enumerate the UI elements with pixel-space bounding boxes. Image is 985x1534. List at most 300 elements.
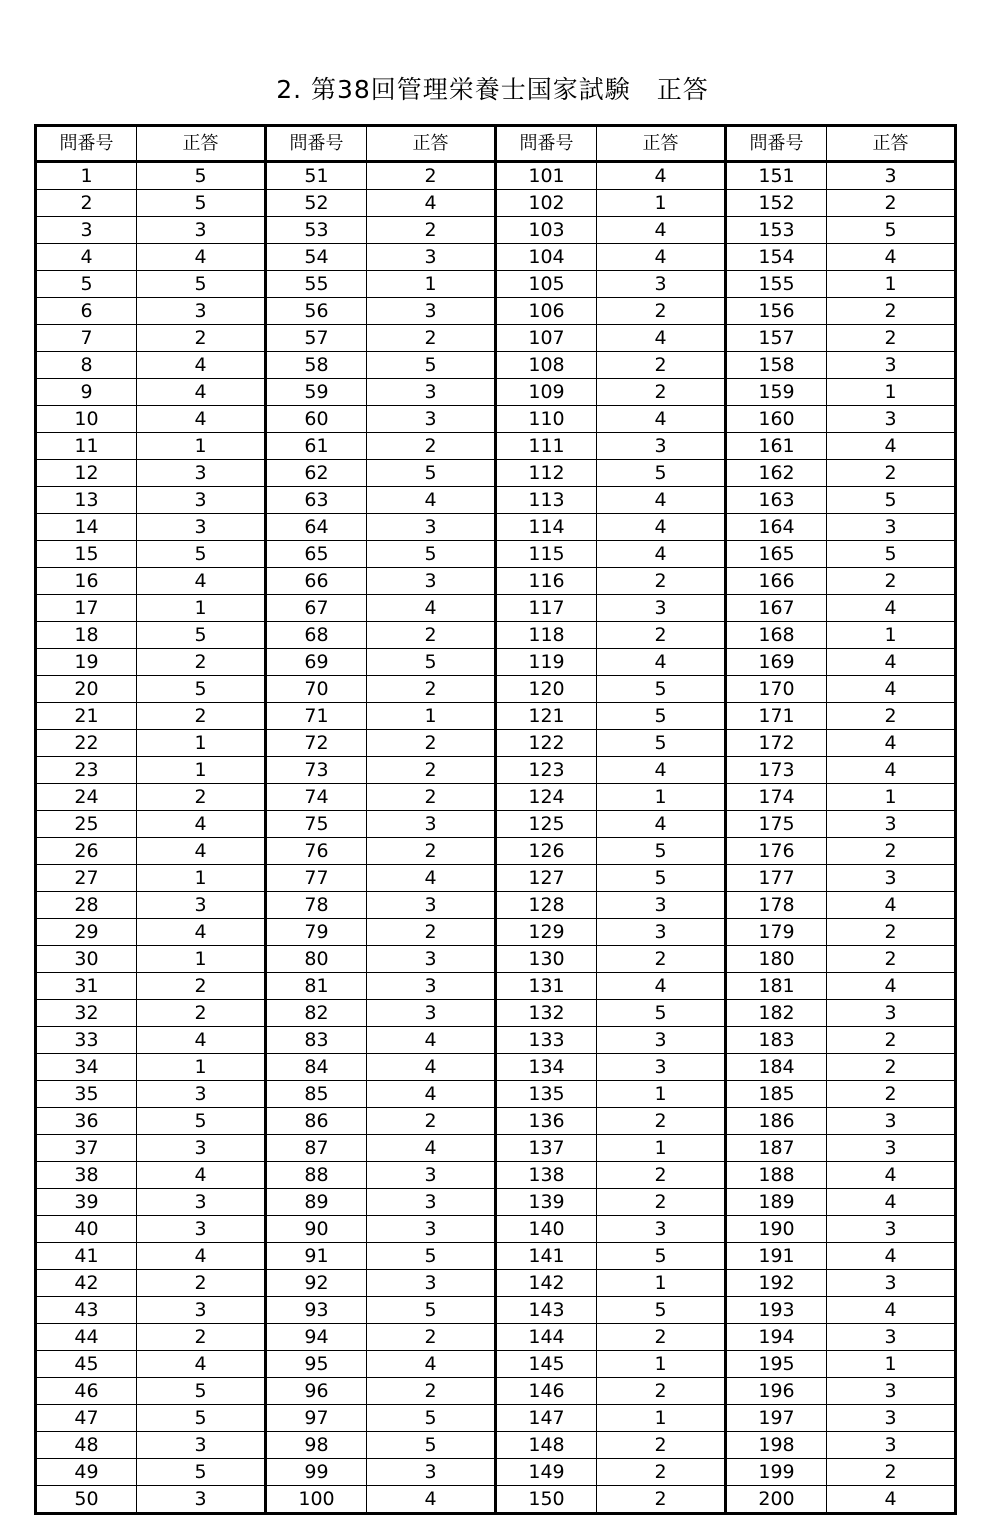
question-number-cell: 182 bbox=[726, 1000, 827, 1027]
question-number-cell: 28 bbox=[36, 892, 137, 919]
answer-cell: 5 bbox=[137, 1459, 266, 1486]
answer-cell: 1 bbox=[597, 1351, 726, 1378]
answer-cell: 5 bbox=[597, 730, 726, 757]
answer-cell: 4 bbox=[597, 244, 726, 271]
answer-cell: 3 bbox=[827, 811, 956, 838]
table-row bbox=[36, 730, 956, 757]
question-number-cell: 34 bbox=[36, 1054, 137, 1081]
question-number-cell: 27 bbox=[36, 865, 137, 892]
answer-cell: 3 bbox=[137, 487, 266, 514]
answer-table-body bbox=[36, 162, 956, 1514]
column-header-question-number: 問番号 bbox=[496, 126, 597, 162]
question-number-cell: 9 bbox=[36, 379, 137, 406]
answer-cell: 3 bbox=[827, 1135, 956, 1162]
question-number-cell: 1 bbox=[36, 162, 137, 190]
answer-cell: 5 bbox=[137, 271, 266, 298]
answer-cell: 3 bbox=[827, 1378, 956, 1405]
column-header-answer: 正答 bbox=[827, 126, 956, 162]
question-number-cell: 65 bbox=[266, 541, 367, 568]
question-number-cell: 137 bbox=[496, 1135, 597, 1162]
question-number-cell: 171 bbox=[726, 703, 827, 730]
answer-cell: 3 bbox=[827, 514, 956, 541]
question-number-cell: 162 bbox=[726, 460, 827, 487]
answer-cell: 3 bbox=[827, 1108, 956, 1135]
answer-cell: 4 bbox=[827, 973, 956, 1000]
answer-cell: 4 bbox=[827, 757, 956, 784]
question-number-cell: 22 bbox=[36, 730, 137, 757]
answer-cell: 3 bbox=[137, 1189, 266, 1216]
answer-cell: 3 bbox=[597, 433, 726, 460]
answer-cell: 5 bbox=[367, 1297, 496, 1324]
table-row bbox=[36, 1405, 956, 1432]
answer-cell: 4 bbox=[137, 811, 266, 838]
answer-cell: 2 bbox=[367, 325, 496, 352]
answer-cell: 3 bbox=[827, 162, 956, 190]
answer-cell: 1 bbox=[137, 595, 266, 622]
question-number-cell: 13 bbox=[36, 487, 137, 514]
table-row bbox=[36, 1216, 956, 1243]
answer-cell: 5 bbox=[367, 352, 496, 379]
answer-cell: 4 bbox=[137, 1351, 266, 1378]
question-number-cell: 153 bbox=[726, 217, 827, 244]
answer-cell: 4 bbox=[367, 487, 496, 514]
answer-cell: 5 bbox=[597, 1243, 726, 1270]
answer-cell: 3 bbox=[827, 406, 956, 433]
question-number-cell: 107 bbox=[496, 325, 597, 352]
question-number-cell: 188 bbox=[726, 1162, 827, 1189]
table-row bbox=[36, 1351, 956, 1378]
question-number-cell: 152 bbox=[726, 190, 827, 217]
answer-cell: 2 bbox=[827, 919, 956, 946]
question-number-cell: 165 bbox=[726, 541, 827, 568]
question-number-cell: 110 bbox=[496, 406, 597, 433]
question-number-cell: 72 bbox=[266, 730, 367, 757]
answer-cell: 3 bbox=[367, 946, 496, 973]
answer-cell: 5 bbox=[597, 1297, 726, 1324]
question-number-cell: 176 bbox=[726, 838, 827, 865]
answer-cell: 3 bbox=[367, 298, 496, 325]
question-number-cell: 52 bbox=[266, 190, 367, 217]
answer-cell: 3 bbox=[827, 1000, 956, 1027]
question-number-cell: 32 bbox=[36, 1000, 137, 1027]
answer-cell: 1 bbox=[137, 757, 266, 784]
question-number-cell: 159 bbox=[726, 379, 827, 406]
question-number-cell: 17 bbox=[36, 595, 137, 622]
answer-cell: 3 bbox=[597, 892, 726, 919]
question-number-cell: 36 bbox=[36, 1108, 137, 1135]
table-row bbox=[36, 162, 956, 190]
question-number-cell: 177 bbox=[726, 865, 827, 892]
question-number-cell: 15 bbox=[36, 541, 137, 568]
table-row bbox=[36, 1459, 956, 1486]
question-number-cell: 117 bbox=[496, 595, 597, 622]
question-number-cell: 129 bbox=[496, 919, 597, 946]
question-number-cell: 87 bbox=[266, 1135, 367, 1162]
answer-cell: 2 bbox=[597, 1486, 726, 1514]
answer-cell: 3 bbox=[827, 1405, 956, 1432]
answer-cell: 2 bbox=[367, 730, 496, 757]
table-row bbox=[36, 892, 956, 919]
answer-cell: 4 bbox=[597, 811, 726, 838]
question-number-cell: 135 bbox=[496, 1081, 597, 1108]
table-row bbox=[36, 838, 956, 865]
table-row bbox=[36, 784, 956, 811]
question-number-cell: 92 bbox=[266, 1270, 367, 1297]
answer-cell: 5 bbox=[827, 487, 956, 514]
question-number-cell: 66 bbox=[266, 568, 367, 595]
question-number-cell: 89 bbox=[266, 1189, 367, 1216]
answer-cell: 4 bbox=[137, 1027, 266, 1054]
answer-cell: 4 bbox=[827, 1189, 956, 1216]
answer-cell: 3 bbox=[367, 406, 496, 433]
table-header-row bbox=[36, 126, 956, 162]
question-number-cell: 16 bbox=[36, 568, 137, 595]
answer-cell: 2 bbox=[137, 1324, 266, 1351]
answer-cell: 2 bbox=[597, 622, 726, 649]
answer-cell: 5 bbox=[137, 1405, 266, 1432]
question-number-cell: 44 bbox=[36, 1324, 137, 1351]
question-number-cell: 104 bbox=[496, 244, 597, 271]
question-number-cell: 197 bbox=[726, 1405, 827, 1432]
question-number-cell: 42 bbox=[36, 1270, 137, 1297]
answer-cell: 2 bbox=[827, 1459, 956, 1486]
answer-cell: 3 bbox=[597, 1027, 726, 1054]
question-number-cell: 150 bbox=[496, 1486, 597, 1514]
table-row bbox=[36, 433, 956, 460]
table-row bbox=[36, 1108, 956, 1135]
answer-cell: 4 bbox=[137, 244, 266, 271]
table-row bbox=[36, 1243, 956, 1270]
answer-cell: 4 bbox=[597, 514, 726, 541]
question-number-cell: 51 bbox=[266, 162, 367, 190]
answer-cell: 3 bbox=[137, 1486, 266, 1514]
answer-cell: 1 bbox=[367, 271, 496, 298]
question-number-cell: 63 bbox=[266, 487, 367, 514]
question-number-cell: 6 bbox=[36, 298, 137, 325]
answer-cell: 4 bbox=[597, 325, 726, 352]
answer-cell: 3 bbox=[827, 865, 956, 892]
answer-cell: 5 bbox=[597, 865, 726, 892]
answer-cell: 2 bbox=[367, 676, 496, 703]
answer-cell: 2 bbox=[597, 1108, 726, 1135]
table-row bbox=[36, 1000, 956, 1027]
answer-cell: 2 bbox=[137, 325, 266, 352]
answer-cell: 3 bbox=[137, 1216, 266, 1243]
answer-cell: 2 bbox=[367, 1324, 496, 1351]
question-number-cell: 127 bbox=[496, 865, 597, 892]
question-number-cell: 55 bbox=[266, 271, 367, 298]
answer-cell: 2 bbox=[597, 946, 726, 973]
table-row bbox=[36, 865, 956, 892]
answer-cell: 3 bbox=[367, 1216, 496, 1243]
question-number-cell: 85 bbox=[266, 1081, 367, 1108]
answer-cell: 3 bbox=[137, 217, 266, 244]
question-number-cell: 37 bbox=[36, 1135, 137, 1162]
answer-cell: 5 bbox=[137, 1378, 266, 1405]
question-number-cell: 71 bbox=[266, 703, 367, 730]
answer-cell: 4 bbox=[137, 919, 266, 946]
answer-cell: 5 bbox=[367, 1432, 496, 1459]
question-number-cell: 199 bbox=[726, 1459, 827, 1486]
answer-cell: 2 bbox=[367, 838, 496, 865]
answer-cell: 5 bbox=[367, 649, 496, 676]
answer-cell: 4 bbox=[137, 406, 266, 433]
question-number-cell: 41 bbox=[36, 1243, 137, 1270]
answer-cell: 3 bbox=[827, 352, 956, 379]
answer-cell: 2 bbox=[827, 568, 956, 595]
table-row bbox=[36, 946, 956, 973]
answer-cell: 2 bbox=[597, 379, 726, 406]
question-number-cell: 79 bbox=[266, 919, 367, 946]
question-number-cell: 121 bbox=[496, 703, 597, 730]
question-number-cell: 136 bbox=[496, 1108, 597, 1135]
answer-cell: 3 bbox=[137, 1135, 266, 1162]
answer-cell: 3 bbox=[827, 1216, 956, 1243]
answer-cell: 3 bbox=[367, 1189, 496, 1216]
answer-cell: 3 bbox=[137, 892, 266, 919]
answer-cell: 2 bbox=[597, 1189, 726, 1216]
question-number-cell: 134 bbox=[496, 1054, 597, 1081]
question-number-cell: 33 bbox=[36, 1027, 137, 1054]
answer-cell: 4 bbox=[367, 1486, 496, 1514]
answer-cell: 3 bbox=[597, 1054, 726, 1081]
question-number-cell: 45 bbox=[36, 1351, 137, 1378]
table-row bbox=[36, 1270, 956, 1297]
answer-cell: 3 bbox=[367, 244, 496, 271]
question-number-cell: 68 bbox=[266, 622, 367, 649]
question-number-cell: 29 bbox=[36, 919, 137, 946]
question-number-cell: 194 bbox=[726, 1324, 827, 1351]
answer-cell: 5 bbox=[597, 676, 726, 703]
question-number-cell: 187 bbox=[726, 1135, 827, 1162]
answer-cell: 2 bbox=[827, 838, 956, 865]
answer-cell: 2 bbox=[827, 703, 956, 730]
question-number-cell: 8 bbox=[36, 352, 137, 379]
answer-cell: 1 bbox=[597, 190, 726, 217]
table-row bbox=[36, 298, 956, 325]
answer-cell: 2 bbox=[597, 568, 726, 595]
answer-cell: 2 bbox=[137, 649, 266, 676]
answer-cell: 5 bbox=[137, 1108, 266, 1135]
question-number-cell: 31 bbox=[36, 973, 137, 1000]
question-number-cell: 67 bbox=[266, 595, 367, 622]
question-number-cell: 109 bbox=[496, 379, 597, 406]
table-row bbox=[36, 271, 956, 298]
answer-cell: 4 bbox=[367, 1054, 496, 1081]
column-header-answer: 正答 bbox=[597, 126, 726, 162]
question-number-cell: 99 bbox=[266, 1459, 367, 1486]
question-number-cell: 80 bbox=[266, 946, 367, 973]
question-number-cell: 78 bbox=[266, 892, 367, 919]
table-row bbox=[36, 595, 956, 622]
answer-cell: 2 bbox=[827, 946, 956, 973]
question-number-cell: 146 bbox=[496, 1378, 597, 1405]
answer-cell: 2 bbox=[367, 217, 496, 244]
question-number-cell: 149 bbox=[496, 1459, 597, 1486]
question-number-cell: 70 bbox=[266, 676, 367, 703]
table-row bbox=[36, 919, 956, 946]
answer-cell: 4 bbox=[137, 1243, 266, 1270]
answer-cell: 5 bbox=[137, 676, 266, 703]
answer-cell: 3 bbox=[367, 1162, 496, 1189]
question-number-cell: 47 bbox=[36, 1405, 137, 1432]
answer-cell: 2 bbox=[597, 352, 726, 379]
answer-cell: 2 bbox=[827, 190, 956, 217]
question-number-cell: 198 bbox=[726, 1432, 827, 1459]
question-number-cell: 190 bbox=[726, 1216, 827, 1243]
table-row bbox=[36, 487, 956, 514]
question-number-cell: 98 bbox=[266, 1432, 367, 1459]
question-number-cell: 115 bbox=[496, 541, 597, 568]
answer-cell: 3 bbox=[137, 1297, 266, 1324]
answer-cell: 3 bbox=[137, 1432, 266, 1459]
answer-cell: 1 bbox=[597, 784, 726, 811]
question-number-cell: 2 bbox=[36, 190, 137, 217]
question-number-cell: 20 bbox=[36, 676, 137, 703]
question-number-cell: 122 bbox=[496, 730, 597, 757]
question-number-cell: 95 bbox=[266, 1351, 367, 1378]
question-number-cell: 49 bbox=[36, 1459, 137, 1486]
answer-cell: 4 bbox=[827, 1162, 956, 1189]
question-number-cell: 84 bbox=[266, 1054, 367, 1081]
table-row bbox=[36, 1189, 956, 1216]
answer-cell: 1 bbox=[827, 784, 956, 811]
table-row bbox=[36, 190, 956, 217]
question-number-cell: 113 bbox=[496, 487, 597, 514]
answer-cell: 1 bbox=[597, 1405, 726, 1432]
answer-cell: 5 bbox=[597, 1000, 726, 1027]
answer-cell: 4 bbox=[827, 649, 956, 676]
answer-cell: 4 bbox=[597, 649, 726, 676]
answer-cell: 4 bbox=[597, 541, 726, 568]
question-number-cell: 164 bbox=[726, 514, 827, 541]
question-number-cell: 189 bbox=[726, 1189, 827, 1216]
question-number-cell: 185 bbox=[726, 1081, 827, 1108]
question-number-cell: 173 bbox=[726, 757, 827, 784]
answer-cell: 4 bbox=[137, 379, 266, 406]
answer-cell: 4 bbox=[827, 1297, 956, 1324]
question-number-cell: 126 bbox=[496, 838, 597, 865]
question-number-cell: 138 bbox=[496, 1162, 597, 1189]
table-row bbox=[36, 1027, 956, 1054]
table-row bbox=[36, 352, 956, 379]
question-number-cell: 102 bbox=[496, 190, 597, 217]
answer-cell: 5 bbox=[827, 541, 956, 568]
answer-cell: 3 bbox=[367, 514, 496, 541]
question-number-cell: 88 bbox=[266, 1162, 367, 1189]
question-number-cell: 174 bbox=[726, 784, 827, 811]
answer-cell: 3 bbox=[137, 460, 266, 487]
answer-cell: 4 bbox=[137, 352, 266, 379]
answer-cell: 4 bbox=[367, 1351, 496, 1378]
question-number-cell: 23 bbox=[36, 757, 137, 784]
answer-cell: 3 bbox=[367, 811, 496, 838]
question-number-cell: 73 bbox=[266, 757, 367, 784]
answer-cell: 4 bbox=[597, 973, 726, 1000]
question-number-cell: 53 bbox=[266, 217, 367, 244]
question-number-cell: 75 bbox=[266, 811, 367, 838]
question-number-cell: 154 bbox=[726, 244, 827, 271]
question-number-cell: 186 bbox=[726, 1108, 827, 1135]
answer-cell: 4 bbox=[137, 568, 266, 595]
answer-cell: 4 bbox=[367, 190, 496, 217]
question-number-cell: 61 bbox=[266, 433, 367, 460]
table-row bbox=[36, 1324, 956, 1351]
column-header-answer: 正答 bbox=[367, 126, 496, 162]
answer-cell: 4 bbox=[597, 217, 726, 244]
answer-cell: 4 bbox=[137, 1162, 266, 1189]
question-number-cell: 12 bbox=[36, 460, 137, 487]
question-number-cell: 106 bbox=[496, 298, 597, 325]
answer-cell: 3 bbox=[827, 1324, 956, 1351]
question-number-cell: 101 bbox=[496, 162, 597, 190]
answer-cell: 4 bbox=[367, 595, 496, 622]
table-row bbox=[36, 1297, 956, 1324]
answer-cell: 1 bbox=[137, 865, 266, 892]
answer-cell: 5 bbox=[367, 1243, 496, 1270]
answer-cell: 3 bbox=[137, 298, 266, 325]
question-number-cell: 74 bbox=[266, 784, 367, 811]
question-number-cell: 14 bbox=[36, 514, 137, 541]
table-row bbox=[36, 811, 956, 838]
answer-cell: 1 bbox=[597, 1081, 726, 1108]
question-number-cell: 161 bbox=[726, 433, 827, 460]
answer-cell: 2 bbox=[137, 1000, 266, 1027]
answer-cell: 2 bbox=[597, 298, 726, 325]
question-number-cell: 163 bbox=[726, 487, 827, 514]
answer-cell: 2 bbox=[367, 1108, 496, 1135]
answer-cell: 1 bbox=[597, 1270, 726, 1297]
answer-cell: 4 bbox=[137, 838, 266, 865]
question-number-cell: 191 bbox=[726, 1243, 827, 1270]
question-number-cell: 142 bbox=[496, 1270, 597, 1297]
answer-cell: 5 bbox=[137, 190, 266, 217]
answer-cell: 2 bbox=[137, 1270, 266, 1297]
answer-cell: 3 bbox=[367, 1270, 496, 1297]
question-number-cell: 166 bbox=[726, 568, 827, 595]
table-row bbox=[36, 757, 956, 784]
answer-cell: 2 bbox=[367, 1378, 496, 1405]
table-row bbox=[36, 973, 956, 1000]
answer-cell: 2 bbox=[367, 162, 496, 190]
question-number-cell: 181 bbox=[726, 973, 827, 1000]
table-row bbox=[36, 379, 956, 406]
table-row bbox=[36, 1162, 956, 1189]
answer-cell: 4 bbox=[367, 1081, 496, 1108]
question-number-cell: 86 bbox=[266, 1108, 367, 1135]
question-number-cell: 93 bbox=[266, 1297, 367, 1324]
question-number-cell: 112 bbox=[496, 460, 597, 487]
question-number-cell: 60 bbox=[266, 406, 367, 433]
question-number-cell: 59 bbox=[266, 379, 367, 406]
answer-cell: 2 bbox=[137, 784, 266, 811]
answer-cell: 2 bbox=[597, 1459, 726, 1486]
column-header-question-number: 問番号 bbox=[36, 126, 137, 162]
question-number-cell: 11 bbox=[36, 433, 137, 460]
answer-cell: 4 bbox=[827, 730, 956, 757]
question-number-cell: 124 bbox=[496, 784, 597, 811]
question-number-cell: 178 bbox=[726, 892, 827, 919]
question-number-cell: 147 bbox=[496, 1405, 597, 1432]
answer-cell: 4 bbox=[597, 162, 726, 190]
answer-cell: 2 bbox=[827, 1081, 956, 1108]
answer-cell: 3 bbox=[367, 379, 496, 406]
question-number-cell: 119 bbox=[496, 649, 597, 676]
table-row bbox=[36, 1486, 956, 1514]
answer-cell: 4 bbox=[827, 676, 956, 703]
answer-cell: 2 bbox=[367, 433, 496, 460]
answer-cell: 5 bbox=[597, 838, 726, 865]
